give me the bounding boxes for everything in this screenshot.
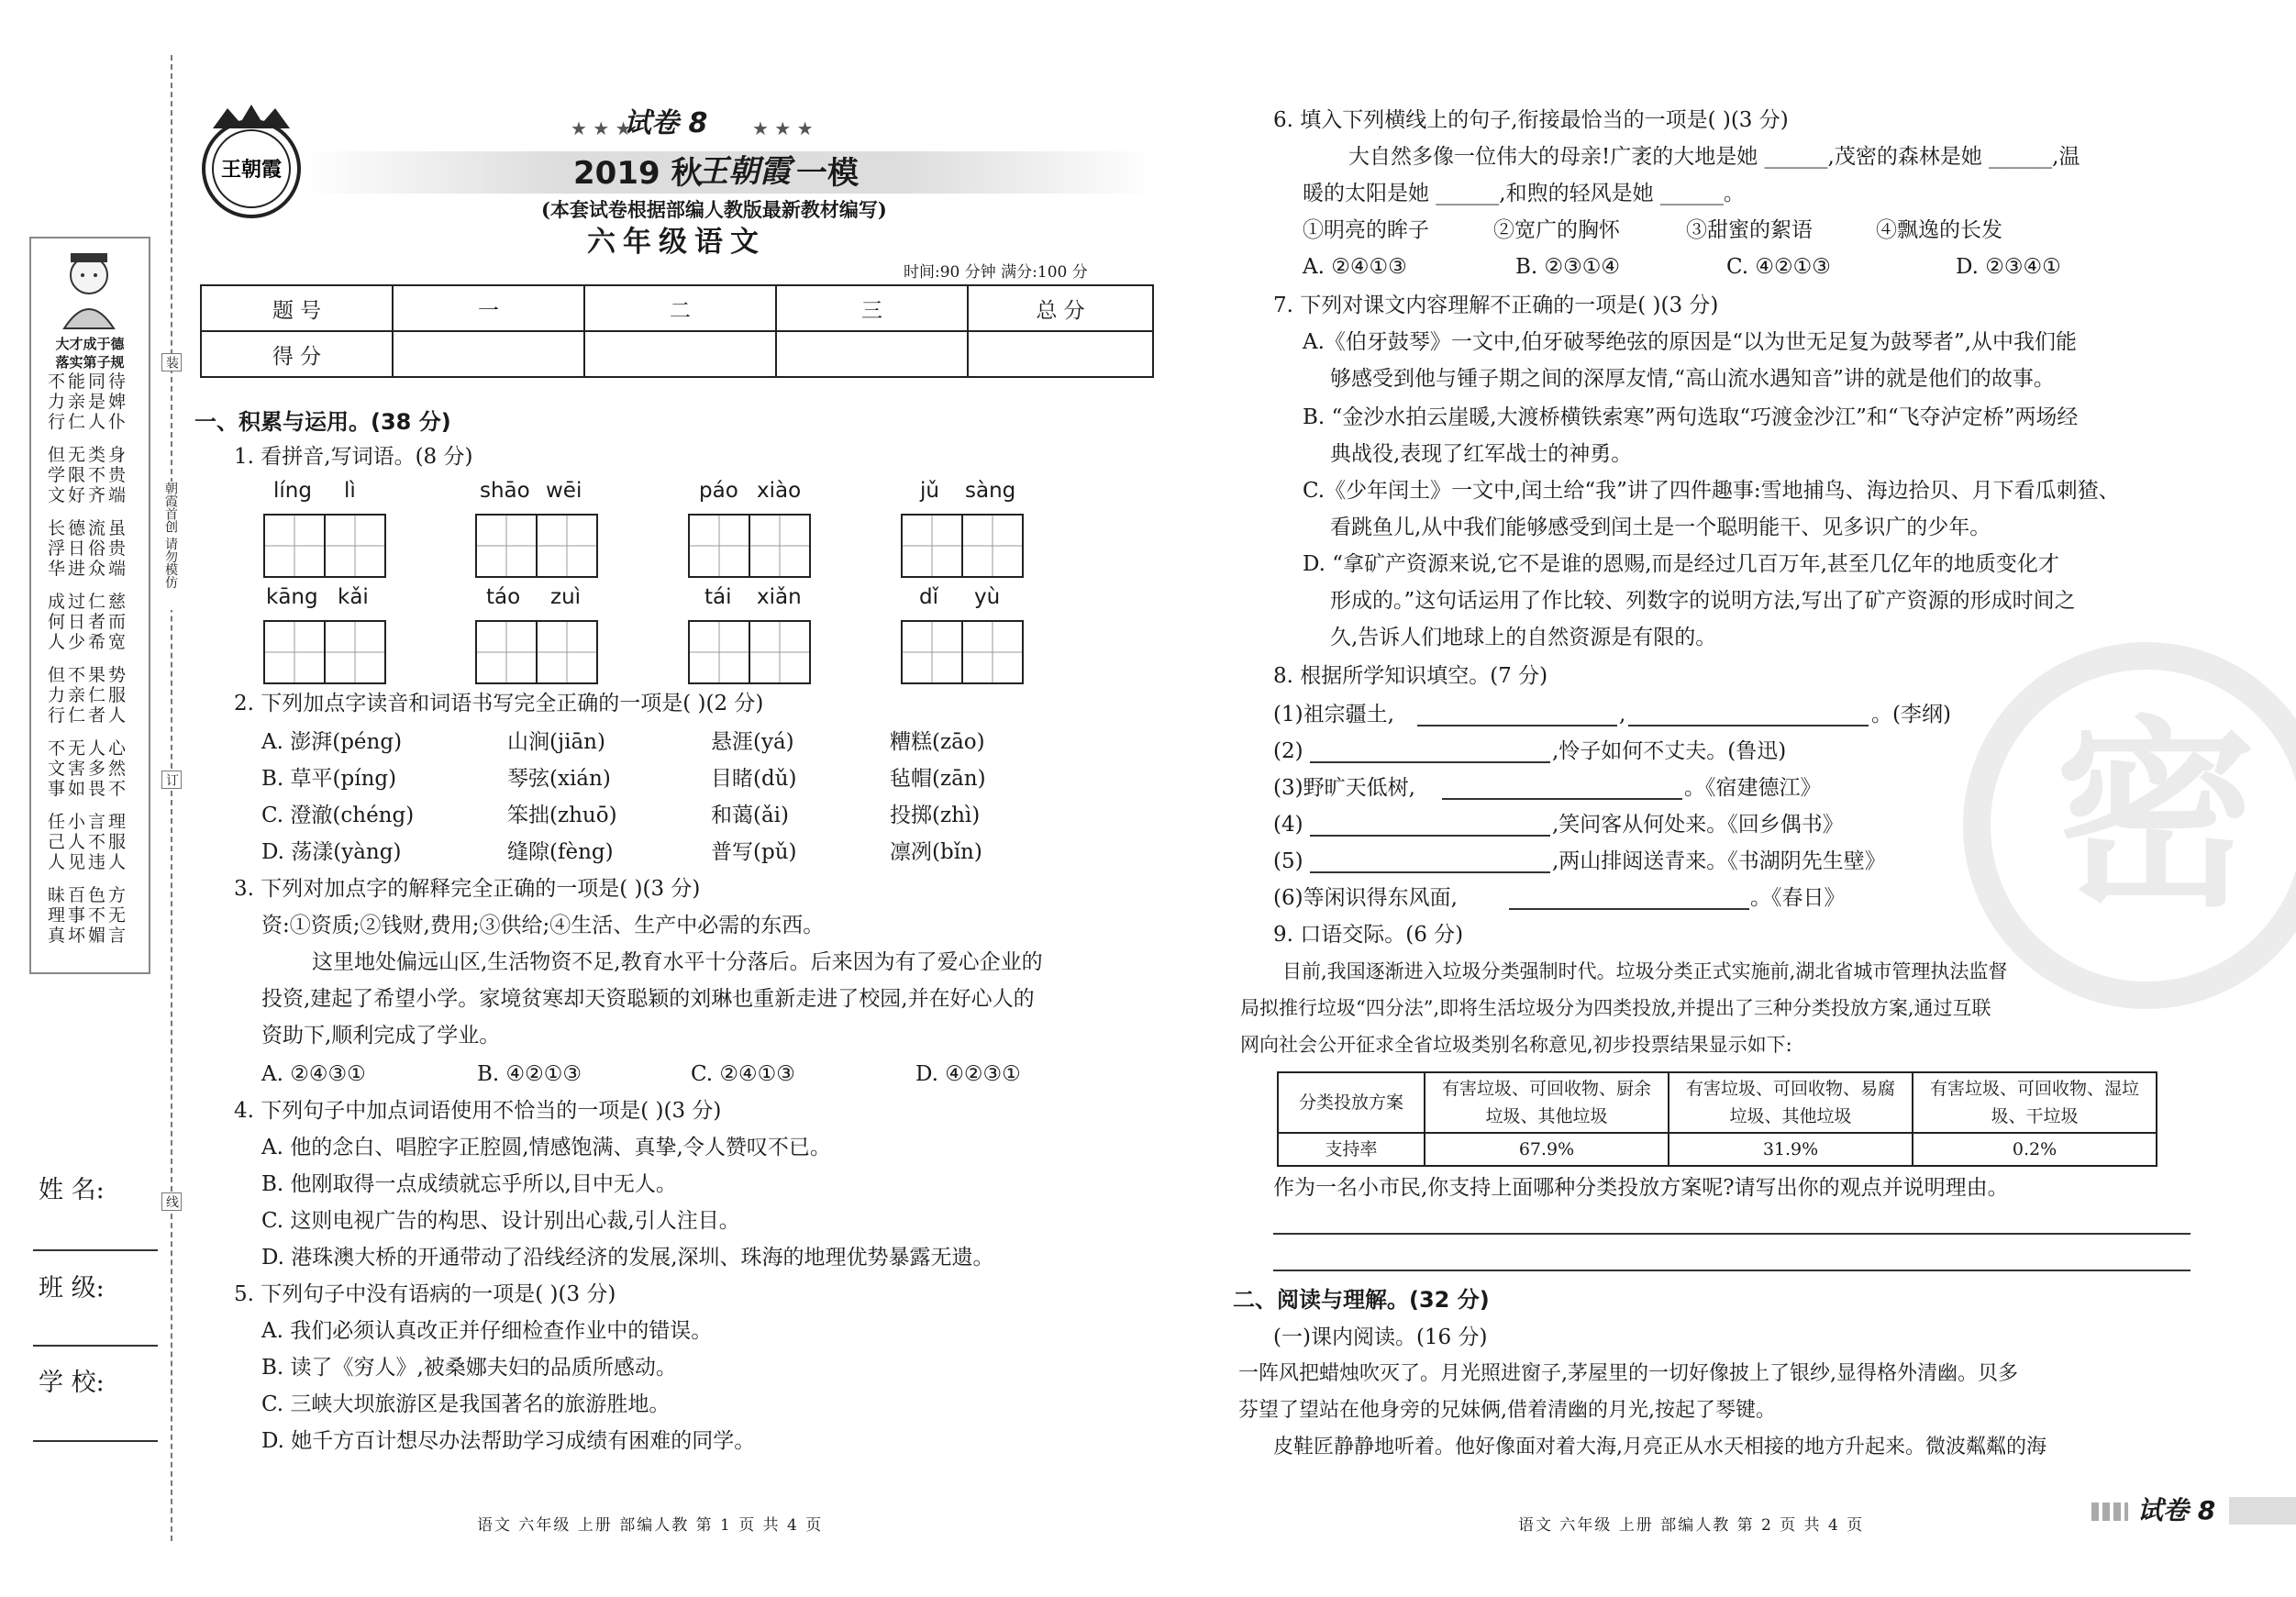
q2-option: 缝隙(fèng) — [507, 840, 614, 864]
pinyin: zuì — [550, 585, 582, 609]
q8-item: ,两山排闼送青来。《书湖阴先生壁》 — [1552, 849, 1886, 873]
q8-blank[interactable] — [1442, 798, 1682, 800]
motto-line: 人见违人 — [47, 852, 128, 872]
q2-option: 凛冽(bǐn) — [890, 840, 982, 864]
corner-paper-tag: 试卷 8 — [2137, 1495, 2216, 1525]
q9-question: 作为一名小市民,你支持上面哪种分类投放方案呢?请写出你的观点并说明理由。 — [1273, 1176, 2009, 1200]
name-label: 姓 名: — [39, 1176, 105, 1204]
gb-rate-cell: 31.9% — [1669, 1133, 1913, 1166]
motto-line: 但不果势 — [47, 665, 128, 685]
score-header-cell: 一 — [393, 285, 584, 331]
answer-box[interactable] — [475, 514, 598, 578]
pinyin: kǎi — [338, 585, 369, 609]
q6-option[interactable]: C. ④②①③ — [1726, 255, 1831, 279]
answer-box[interactable] — [901, 620, 1024, 684]
section1-heading: 一、积累与运用。(38 分) — [194, 409, 451, 435]
q2-option: 和蔼(ǎi) — [711, 804, 790, 827]
score-table-row — [201, 285, 1153, 331]
pinyin: dǐ — [919, 585, 938, 609]
q3-option[interactable]: B. ④②①③ — [477, 1062, 582, 1086]
time-info: 时间:90 分钟 满分:100 分 — [904, 263, 1088, 282]
q9-answer-line[interactable] — [1273, 1233, 2191, 1235]
q3-definition: 资:①资质;②钱财,费用;③供给;④生活、生产中必需的东西。 — [261, 914, 825, 937]
pinyin: tái — [704, 585, 732, 609]
q9-text-line: 网向社会公开征求全省垃圾类别名称意见,初步投票结果显示如下: — [1240, 1034, 1792, 1056]
q4-option[interactable]: A. 他的念白、唱腔字正腔圆,情感饱满、真挚,令人赞叹不已。 — [261, 1136, 831, 1159]
gb-rate-cell: 67.9% — [1425, 1133, 1669, 1166]
q8-item: (3)野旷天低树, — [1273, 776, 1415, 800]
q6-item: ②宽广的胸怀 — [1493, 218, 1620, 242]
q7-line[interactable]: D. “拿矿产资源来说,它不是谁的恩赐,而是经过几百万年,甚至几亿年的地质变化才 — [1303, 552, 2059, 576]
motto-line: 成过仁慈 — [47, 592, 128, 612]
q6-text-line: 暖的太阳是她 ______,和煦的轻风是她 ______。 — [1303, 182, 1745, 205]
gb-rate-label: 支持率 — [1278, 1133, 1425, 1166]
score-table — [200, 284, 1154, 378]
q8-stem: 8. 根据所学知识填空。(7 分) — [1273, 664, 1548, 688]
q2-option: 笨拙(zhuō) — [507, 804, 617, 827]
q9-answer-line[interactable] — [1273, 1270, 2191, 1271]
q2-option: 毡帽(zān) — [890, 767, 986, 791]
q8-item: (4) — [1273, 813, 1303, 837]
motto-line: 文害多然 — [47, 759, 128, 779]
q2-option[interactable]: B. 草平(píng) — [261, 767, 397, 791]
q7-stem: 7. 下列对课文内容理解不正确的一项是( )(3 分) — [1273, 294, 1719, 317]
score-input-cell[interactable] — [584, 331, 776, 377]
q5-option[interactable]: A. 我们必须认真改正并仔细检查作业中的错误。 — [261, 1319, 713, 1343]
q9-text-line: 局拟推行垃圾“四分法”,即将生活垃圾分为四类投放,并提出了三种分类投放方案,通过互联 — [1240, 997, 1991, 1019]
score-input-cell[interactable] — [968, 331, 1153, 377]
q5-option[interactable]: D. 她千方百计想尽办法帮助学习成绩有困难的同学。 — [261, 1429, 756, 1453]
motto-line: 事如畏不 — [47, 779, 128, 799]
gb-plan-cell: 有害垃圾、可回收物、易腐 垃圾、其他垃圾 — [1669, 1072, 1913, 1133]
q7-line[interactable]: B. “金沙水拍云崖暖,大渡桥横铁索寒”两句选取“巧渡金沙江”和“飞夺泸定桥”两场经 — [1303, 405, 2079, 429]
pinyin: xiǎn — [757, 585, 802, 609]
q6-item: ①明亮的眸子 — [1303, 218, 1429, 242]
q8-item: ,怜子如何不丈夫。(鲁迅) — [1552, 739, 1787, 763]
q9-text-line: 目前,我国逐渐进入垃圾分类强制时代。垃圾分类正式实施前,湖北省城市管理执法监督 — [1282, 960, 2008, 982]
q3-option[interactable]: D. ④②③① — [915, 1062, 1021, 1086]
pinyin: shāo — [480, 479, 530, 503]
pinyin: táo — [486, 585, 521, 609]
motto-line: 长德流虽 — [47, 518, 128, 538]
slogan-line-2: 落实第子规 — [55, 354, 125, 371]
q8-item: (2) — [1273, 739, 1303, 763]
q8-item: (6)等闲识得东风面, — [1273, 886, 1458, 910]
q1-stem: 1. 看拼音,写词语。(8 分) — [234, 445, 473, 469]
q3-passage-line: 资助下,顺利完成了学业。 — [261, 1024, 501, 1048]
score-header-cell: 三 — [776, 285, 968, 331]
reading-line: 一阵风把蜡烛吹灭了。月光照进窗子,茅屋里的一切好像披上了银纱,显得格外清幽。贝多 — [1238, 1362, 2018, 1385]
motto-line: 何日者而 — [47, 612, 128, 632]
q2-option: 普写(pǔ) — [711, 840, 797, 864]
score-label-cell: 得 分 — [201, 331, 393, 377]
answer-box[interactable] — [263, 620, 386, 684]
sub1-heading: (一)课内阅读。(16 分) — [1273, 1325, 1488, 1349]
q2-option: 琴弦(xián) — [507, 767, 611, 791]
section2-heading: 二、阅读与理解。(32 分) — [1233, 1287, 1490, 1313]
q3-stem: 3. 下列对加点字的解释完全正确的一项是( )(3 分) — [234, 877, 701, 901]
school-field[interactable] — [33, 1440, 158, 1442]
title-brand: 王朝霞 — [697, 153, 791, 190]
gb-plan-cell: 有害垃圾、可回收物、厨余 垃圾、其他垃圾 — [1425, 1072, 1669, 1133]
q7-line: 形成的。”这句话运用了作比较、列数字的说明方法,写出了矿产资源的形成时间之 — [1330, 589, 2076, 613]
binding-notice: 朝霞首创 请勿模仿 — [163, 482, 178, 610]
q3-passage-line: 这里地处偏远山区,生活物资不足,教育水平十分落后。后来因为有了爱心企业的 — [312, 950, 1043, 974]
pinyin: páo — [699, 479, 738, 503]
q4-option[interactable]: D. 港珠澳大桥的开通带动了沿线经济的发展,深圳、珠海的地理优势暴露无遗。 — [261, 1246, 994, 1270]
corner-decor — [2091, 1503, 2128, 1521]
q4-option[interactable]: B. 他刚取得一点成绩就忘乎所以,目中无人。 — [261, 1172, 677, 1196]
reading-line: 皮鞋匠静静地听着。他好像面对着大海,月亮正从水天相接的地方升起来。微波粼粼的海 — [1273, 1436, 2046, 1458]
motto-line: 华进众端 — [47, 559, 128, 579]
pinyin: yù — [974, 585, 1001, 609]
gb-rate-cell: 0.2% — [1913, 1133, 2157, 1166]
q5-option[interactable]: B. 读了《穷人》,被桑娜夫妇的品质所感动。 — [261, 1356, 677, 1380]
answer-box[interactable] — [901, 514, 1024, 578]
q6-option[interactable]: B. ②③①④ — [1515, 255, 1621, 279]
score-table-row — [201, 331, 1153, 377]
score-input-cell[interactable] — [776, 331, 968, 377]
school-label: 学 校: — [39, 1369, 105, 1397]
q8-blank[interactable] — [1628, 725, 1869, 726]
class-label: 班 级: — [39, 1274, 105, 1303]
gb-plan-cell: 有害垃圾、可回收物、湿垃 圾、干垃圾 — [1913, 1072, 2157, 1133]
motto-line: 真坏媚言 — [47, 926, 128, 946]
q7-line: 够感受到他与锺子期之间的深厚友情,“高山流水遇知音”讲的就是他们的故事。 — [1330, 367, 2055, 391]
q8-blank[interactable] — [1417, 725, 1617, 726]
answer-box[interactable] — [688, 514, 811, 578]
q2-option: 目睹(dǔ) — [711, 767, 797, 791]
garbage-vote-table — [1277, 1071, 2157, 1167]
pinyin: líng — [273, 479, 312, 503]
pinyin: lì — [344, 479, 356, 503]
q2-option[interactable]: D. 荡漾(yàng) — [261, 840, 402, 864]
score-header-cell: 题 号 — [201, 285, 393, 331]
class-field[interactable] — [33, 1345, 158, 1347]
pinyin: kāng — [266, 585, 318, 609]
gb-header-label: 分类投放方案 — [1278, 1072, 1425, 1133]
motto-line: 昧百色方 — [47, 885, 128, 905]
motto-line: 力亲是婢 — [47, 392, 128, 412]
answer-box[interactable] — [263, 514, 386, 578]
motto-text — [31, 372, 145, 959]
q8-item: 。(李纲) — [1871, 703, 1951, 726]
q8-item: (5) — [1273, 849, 1303, 873]
logo-text: 王朝霞 — [220, 158, 283, 182]
secret-seal-char: 密 — [2055, 699, 2257, 934]
motto-line: 不能同待 — [47, 372, 128, 392]
motto-line: 力亲仁服 — [47, 685, 128, 705]
motto-line: 行仁者人 — [47, 705, 128, 726]
q2-option: 投掷(zhì) — [890, 804, 981, 827]
q5-option[interactable]: C. 三峡大坝旅游区是我国著名的旅游胜地。 — [261, 1392, 671, 1416]
motto-line: 学限不贵 — [47, 465, 128, 485]
q4-option[interactable]: C. 这则电视广告的构思、设计别出心裁,引人注目。 — [261, 1209, 740, 1233]
q7-line: 久,告诉人们地球上的自然资源是有限的。 — [1330, 626, 1717, 649]
scholar-figure-icon — [48, 244, 130, 332]
binding-mark-2: 订 — [161, 771, 182, 789]
subject-title: 六年级语文 — [587, 226, 766, 259]
binding-mark-1: 装 — [161, 353, 182, 372]
answer-box[interactable] — [688, 620, 811, 684]
pinyin: wēi — [546, 479, 582, 503]
q2-option: 悬涯(yá) — [711, 730, 794, 754]
binding-mark-3: 线 — [161, 1192, 182, 1211]
title-suffix: 一模 — [796, 155, 859, 192]
pinyin: jǔ — [920, 479, 939, 503]
q6-item: ③甜蜜的絮语 — [1686, 218, 1813, 242]
score-header-cell: 二 — [584, 285, 776, 331]
paper-tag: 试卷 8 — [624, 107, 708, 139]
q2-option[interactable]: A. 澎湃(péng) — [261, 730, 403, 754]
q8-item: 。《春日》 — [1750, 886, 1846, 910]
q6-item: ④飘逸的长发 — [1876, 218, 2002, 242]
binding-line — [171, 55, 172, 1541]
motto-line: 不无人心 — [47, 738, 128, 759]
q8-blank[interactable] — [1310, 835, 1550, 837]
q8-blank[interactable] — [1509, 908, 1749, 910]
slogan-line-1: 大才成于德 — [55, 336, 125, 352]
star-decor-right: ★ ★ ★ — [752, 117, 814, 139]
star-decor-left: ★ ★ ★ — [571, 117, 632, 139]
q7-line: 典战役,表现了红军战士的神勇。 — [1330, 442, 1633, 466]
title-year: 2019 秋 — [573, 155, 703, 192]
q7-line[interactable]: C.《少年闰土》一文中,闰土给“我”讲了四件趣事:雪地捕鸟、海边拾贝、月下看瓜刺猹、 — [1303, 479, 2120, 503]
pinyin: xiào — [757, 479, 802, 503]
q3-passage-line: 投资,建起了希望小学。家境贫寒却天资聪颖的刘琳也重新走进了校园,并在好心人的 — [261, 987, 1035, 1011]
subtitle: (本套试卷根据部编人教版最新教材编写) — [541, 198, 887, 221]
q4-stem: 4. 下列句子中加点词语使用不恰当的一项是( )(3 分) — [234, 1099, 722, 1123]
q9-stem: 9. 口语交际。(6 分) — [1273, 923, 1464, 947]
motto-line: 文好齐端 — [47, 485, 128, 505]
motto-line: 理事不无 — [47, 905, 128, 926]
q8-blank[interactable] — [1310, 871, 1550, 873]
q5-stem: 5. 下列句子中没有语病的一项是( )(3 分) — [234, 1282, 616, 1306]
q3-option[interactable]: C. ②④①③ — [691, 1062, 795, 1086]
name-field[interactable] — [33, 1249, 158, 1251]
page-footer-left: 语文 六年级 上册 部编人教 第 1 页 共 4 页 — [477, 1516, 824, 1535]
gb-row — [1278, 1072, 2157, 1133]
q2-stem: 2. 下列加点字读音和词语书写完全正确的一项是( )(2 分) — [234, 692, 764, 715]
motto-line: 行仁人仆 — [47, 412, 128, 432]
score-header-cell: 总 分 — [968, 285, 1153, 331]
gb-row — [1278, 1133, 2157, 1166]
q2-option: 糟糕(zāo) — [890, 730, 985, 754]
motto-line: 己人不服 — [47, 832, 128, 852]
q8-item: ,笑问客从何处来。《回乡偶书》 — [1552, 813, 1844, 837]
motto-line: 但无类身 — [47, 445, 128, 465]
q8-comma: , — [1619, 703, 1626, 726]
motto-line: 人少希宽 — [47, 632, 128, 652]
q3-option[interactable]: A. ②④③① — [261, 1062, 366, 1086]
brand-logo-icon — [194, 103, 308, 231]
q8-item: (1)祖宗疆土, — [1273, 703, 1394, 726]
answer-box[interactable] — [475, 620, 598, 684]
q8-blank[interactable] — [1310, 761, 1550, 763]
q6-stem: 6. 填入下列横线上的句子,衔接最恰当的一项是( )(3 分) — [1273, 108, 1789, 132]
q6-option[interactable]: D. ②③④① — [1956, 255, 2061, 279]
q6-option[interactable]: A. ②④①③ — [1303, 255, 1407, 279]
motto-line: 任小言理 — [47, 812, 128, 832]
q2-option[interactable]: C. 澄澈(chéng) — [261, 804, 415, 827]
reading-line: 芬望了望站在他身旁的兄妹俩,借着清幽的月光,按起了琴键。 — [1238, 1399, 1776, 1422]
q2-option: 山涧(jiān) — [507, 730, 605, 754]
motto-line: 浮日俗贵 — [47, 538, 128, 559]
q7-line[interactable]: A.《伯牙鼓琴》一文中,伯牙破琴绝弦的原因是“以为世无足复为鼓琴者”,从中我们能 — [1303, 330, 2078, 354]
corner-band — [2229, 1497, 2296, 1525]
score-input-cell[interactable] — [393, 331, 584, 377]
q6-text-line: 大自然多像一位伟大的母亲!广袤的大地是她 ______,茂密的森林是她 ______,温 — [1348, 145, 2080, 169]
page-footer-right: 语文 六年级 上册 部编人教 第 2 页 共 4 页 — [1518, 1516, 1865, 1535]
q7-line: 看跳鱼儿,从中我们能够感受到闰土是一个聪明能干、见多识广的少年。 — [1330, 516, 1991, 539]
q8-item: 。《宿建德江》 — [1684, 776, 1822, 800]
pinyin: sàng — [965, 479, 1016, 503]
